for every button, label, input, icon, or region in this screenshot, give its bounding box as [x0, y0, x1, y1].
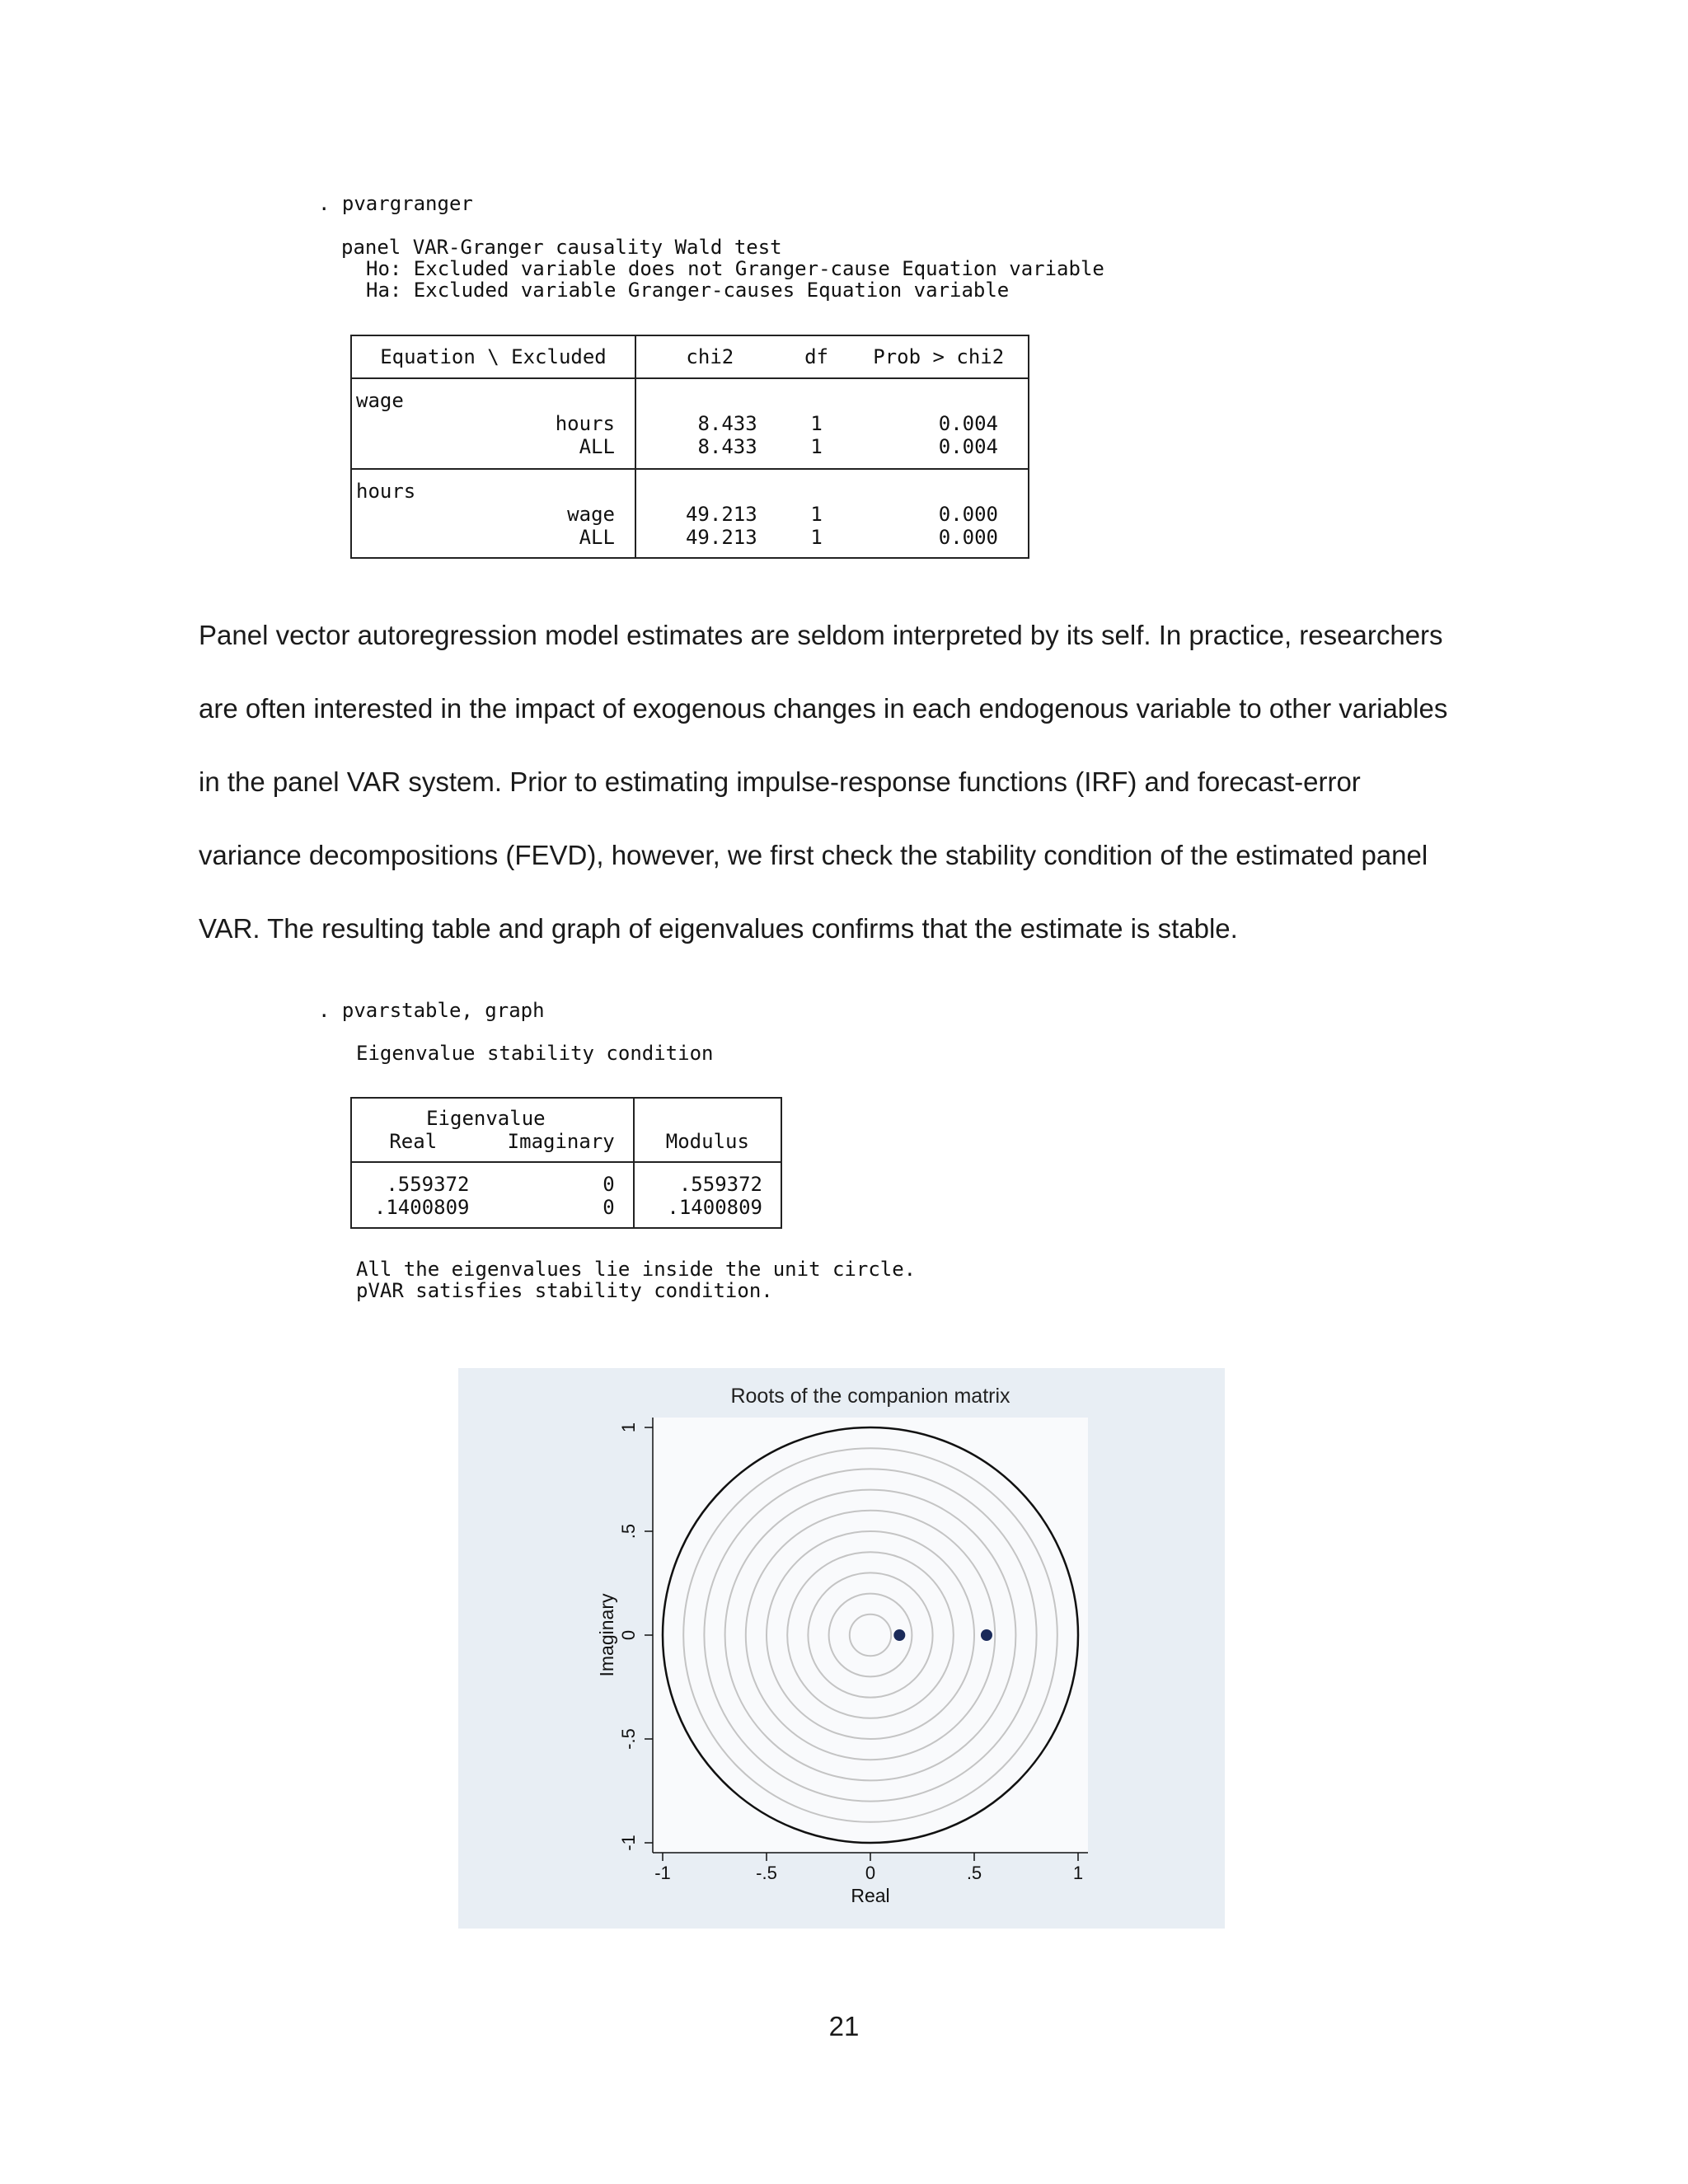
stable-command: . pvarstable, graph	[318, 999, 545, 1022]
x-tick-label: -1	[654, 1863, 671, 1883]
paragraph-line: variance decompositions (FEVD), however, we first check the stability condition of the estimated panel	[199, 840, 1428, 870]
chart-title: Roots of the companion matrix	[730, 1385, 1010, 1408]
df-value: 1	[784, 435, 850, 469]
granger-ho: Ho: Excluded variable does not Granger-cause Equation variable	[366, 257, 1104, 280]
x-tick-label: -.5	[756, 1863, 777, 1883]
equation-label: wage	[356, 389, 404, 412]
real-value: .559372	[386, 1173, 470, 1196]
header-prob: Prob > chi2	[849, 335, 1029, 378]
y-axis-title: Imaginary	[596, 1593, 617, 1677]
y-tick-label: -.5	[618, 1728, 639, 1750]
imaginary-value: 0	[603, 1173, 615, 1196]
y-tick-label: 1	[618, 1422, 639, 1433]
header-equation-excluded: Equation \ Excluded	[351, 335, 635, 378]
eigenvalue-group-header: Eigenvalue	[426, 1107, 546, 1130]
stable-title: Eigenvalue stability condition	[356, 1042, 714, 1065]
header-chi2: chi2	[635, 335, 784, 378]
df-value: 1	[810, 412, 823, 435]
y-tick-label: -1	[618, 1835, 639, 1851]
stability-note: pVAR satisfies stability condition.	[356, 1279, 773, 1302]
x-tick-label: .5	[966, 1863, 982, 1883]
excluded-label: ALL	[351, 435, 635, 469]
header-real: Real	[351, 1130, 474, 1162]
plot-area	[653, 1418, 1088, 1853]
header-imaginary: Imaginary	[474, 1130, 633, 1162]
modulus-value: .1400809	[634, 1196, 781, 1228]
paragraph-line: VAR. The resulting table and graph of eigenvalues confirms that the estimate is stable.	[199, 913, 1238, 944]
chi2-value: 8.433	[635, 412, 784, 435]
prob-value: 0.004	[938, 412, 998, 435]
eigenvalue-table	[350, 1097, 782, 1229]
stability-note: All the eigenvalues lie inside the unit circle.	[356, 1258, 917, 1281]
eigenvalue-point	[893, 1629, 905, 1641]
prob-value: 0.000	[938, 526, 998, 549]
imaginary-value: 0	[603, 1196, 615, 1219]
header-modulus: Modulus	[634, 1130, 781, 1162]
page-number: 21	[828, 2011, 860, 2041]
chi2-value: 49.213	[635, 526, 784, 558]
excluded-label: ALL	[579, 526, 615, 549]
paragraph-line: are often interested in the impact of exogenous changes in each endogenous variable to other variables	[199, 693, 1448, 724]
x-axis-title: Real	[851, 1885, 890, 1906]
roots-chart-svg	[458, 1368, 1225, 1929]
prob-value: 0.004	[849, 435, 1029, 469]
granger-ha: Ha: Excluded variable Granger-causes Equation variable	[366, 279, 1010, 302]
eigenvalue-point	[981, 1629, 992, 1641]
real-value: .1400809	[373, 1196, 470, 1219]
excluded-label: wage	[567, 503, 615, 526]
y-tick-label: 0	[618, 1629, 639, 1641]
chi2-value: 49.213	[635, 503, 784, 526]
prob-value: 0.000	[938, 503, 998, 526]
chi2-value: 8.433	[635, 435, 784, 469]
eigenvalue-chart	[458, 1368, 1225, 1929]
equation-label: hours	[356, 480, 416, 503]
granger-table	[350, 335, 1029, 559]
paragraph-line: Panel vector autoregression model estimates are seldom interpreted by its self. In practice, researchers	[199, 620, 1443, 650]
y-tick-label: .5	[618, 1523, 639, 1540]
granger-command: . pvargranger	[318, 192, 473, 215]
df-value: 1	[810, 503, 823, 526]
granger-title: panel VAR-Granger causality Wald test	[341, 236, 782, 259]
excluded-label: hours	[555, 412, 615, 435]
x-tick-label: 0	[865, 1863, 876, 1883]
header-df: df	[784, 335, 850, 378]
df-value: 1	[810, 526, 823, 549]
paragraph-line: in the panel VAR system. Prior to estimating impulse-response functions (IRF) and forecast-error	[199, 766, 1361, 797]
modulus-value: .559372	[634, 1162, 781, 1196]
x-tick-label: 1	[1072, 1863, 1084, 1883]
